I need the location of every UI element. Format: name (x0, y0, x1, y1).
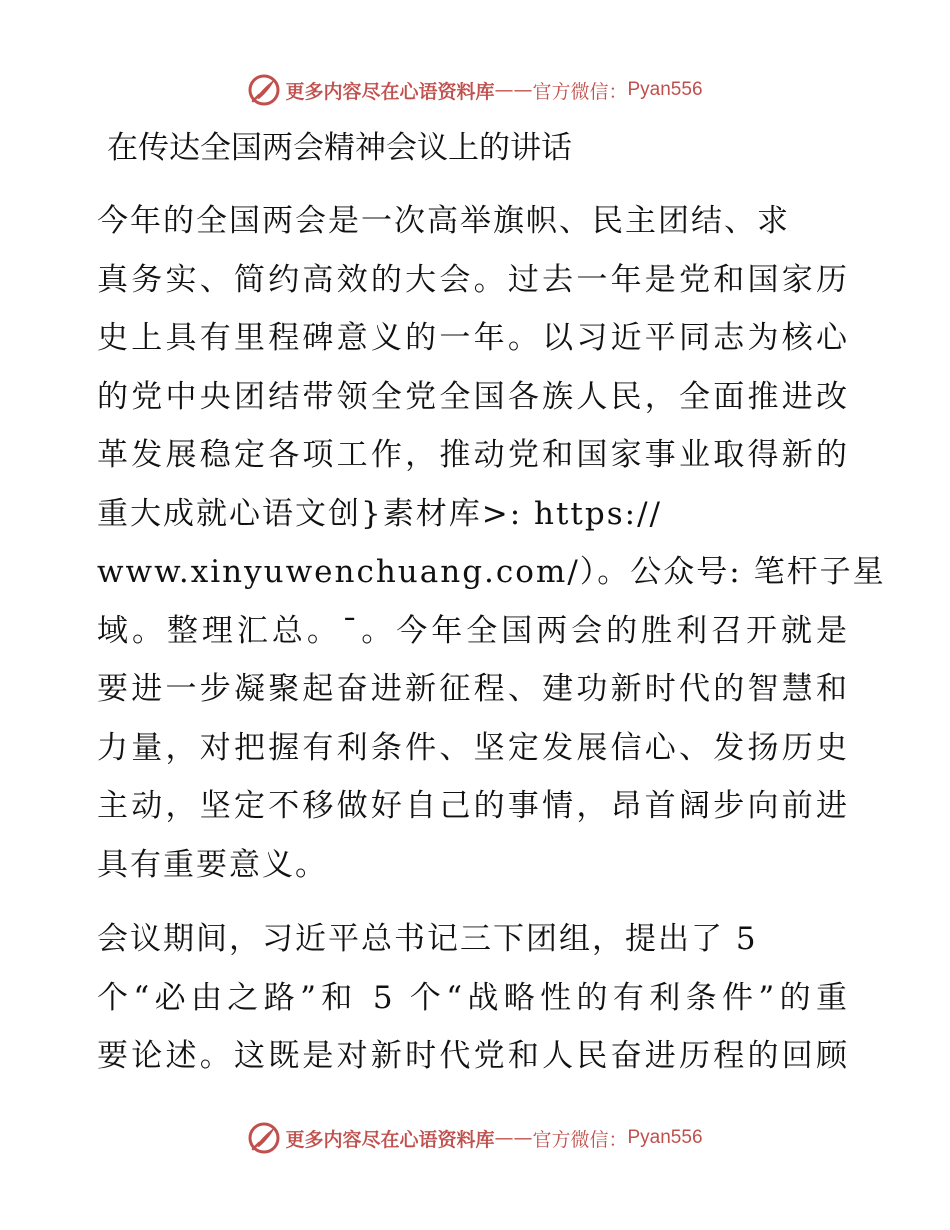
text-line: 会议期间，习近平总书记三下团组，提出了 5 (97, 921, 758, 957)
text-line: 真务实、简约高效的大会。过去一年是党和国家历 (97, 261, 849, 298)
footer-watermark (0, 1118, 950, 1158)
text-line: 今年的全国两会是一次高举旗帜、民主团结、求 (97, 203, 790, 239)
quill-logo-icon (247, 1121, 281, 1155)
watermark-label: 官方微信： (532, 80, 628, 103)
text-line: 的党中央团结带领全党全国各族人民，全面推进改 (97, 378, 849, 415)
text-line: www.xinyuwenchuang.com/）。公众号: 笔杆子星 (97, 554, 886, 590)
watermark-separator: —— (494, 1127, 533, 1149)
text-line: 要进一步凝聚起奋进新征程、建功新时代的智慧和 (97, 671, 849, 707)
watermark-brand: 更多内容尽在心语资料库 (285, 1128, 495, 1151)
watermark-separator: —— (494, 79, 533, 101)
watermark-id: Pyan556 (627, 79, 703, 100)
text-line: 史上具有里程碑意义的一年。以习近平同志为核心 (97, 320, 849, 356)
text-line: 革发展稳定各项工作，推动党和国家事业取得新的 (97, 437, 849, 473)
text-line: 主动，坚定不移做好自己的事情，昂首阔步向前进 (97, 788, 849, 824)
quill-logo-icon (247, 73, 281, 107)
text-line: 个“必由之路”和 5 个“战略性的有利条件”的重 (97, 979, 849, 1016)
text-line: 要论述。这既是对新时代党和人民奋进历程的回顾 (97, 1038, 849, 1074)
paragraph-2 (97, 910, 849, 1086)
document-title: 在传达全国两会精神会议上的讲话 (107, 130, 572, 166)
text-line: 具有重要意义。 (97, 846, 328, 883)
watermark-brand: 更多内容尽在心语资料库 (285, 80, 495, 103)
text-line: 重大成就心语文创}素材库>: https:// (97, 495, 662, 532)
text-line: 力量，对把握有利条件、坚定发展信心、发扬历史 (97, 729, 849, 766)
header-watermark (0, 70, 950, 110)
paragraph-1 (97, 192, 886, 894)
watermark-label: 官方微信： (532, 1128, 628, 1151)
text-line: 域。整理汇总。¯。今年全国两会的胜利召开就是 (97, 612, 849, 649)
watermark-id: Pyan556 (627, 1127, 703, 1148)
